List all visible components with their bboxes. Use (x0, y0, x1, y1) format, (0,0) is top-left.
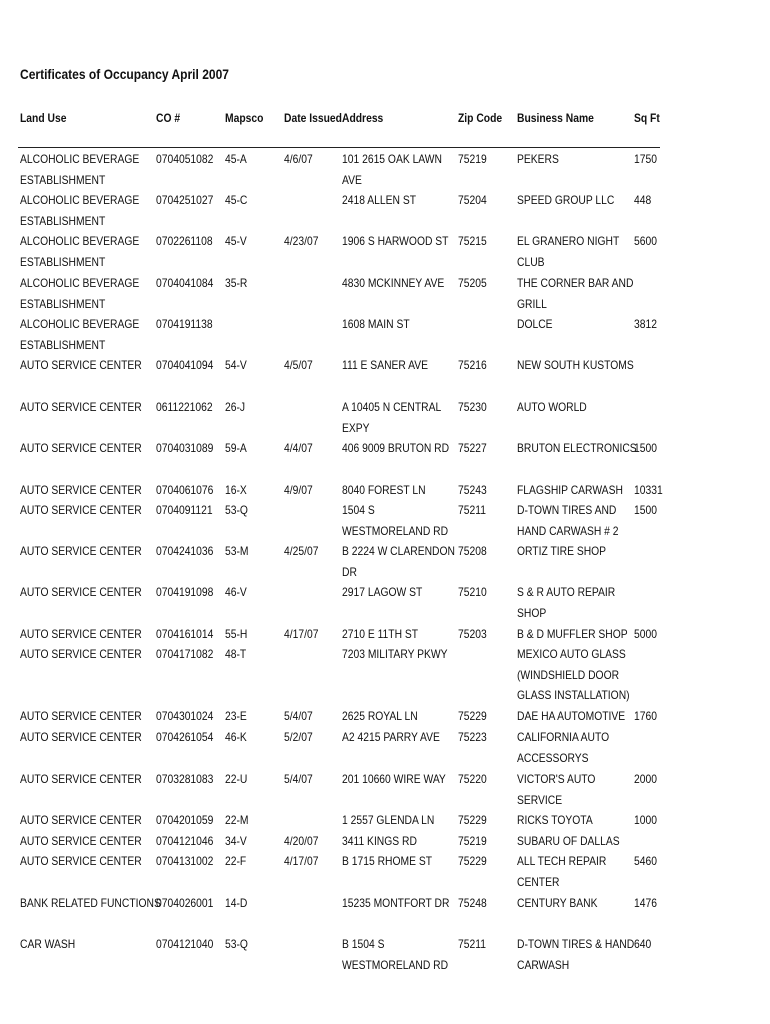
cell-co-number: 0704171082 (156, 647, 214, 661)
cell-address: 2917 LAGOW ST (342, 585, 423, 599)
cell-co-number: 0704191098 (156, 585, 214, 599)
cell-address: A 10405 N CENTRAL EXPY (342, 400, 442, 435)
cell-land-use: AUTO SERVICE CENTER (20, 772, 142, 786)
cell-zip-code: 75230 (458, 400, 487, 414)
cell-co-number: 0704121046 (156, 834, 214, 848)
cell-zip-code: 75205 (458, 276, 487, 290)
cell-business-name: SPEED GROUP LLC (517, 193, 615, 207)
cell-zip-code: 75243 (458, 483, 487, 497)
cell-sq-ft: 640 (634, 937, 652, 951)
cell-zip-code: 75219 (458, 834, 487, 848)
header-zip-code: Zip Code (458, 111, 503, 125)
cell-mapsco: 22-M (225, 813, 249, 827)
cell-co-number: 0704061076 (156, 483, 214, 497)
cell-date-issued: 4/4/07 (284, 441, 313, 455)
cell-land-use: ALCOHOLIC BEVERAGE ESTABLISHMENT (20, 276, 140, 311)
cell-sq-ft: 1500 (634, 503, 657, 517)
cell-sq-ft: 1476 (634, 896, 657, 910)
cell-land-use: AUTO SERVICE CENTER (20, 483, 142, 497)
cell-co-number: 0704131002 (156, 854, 214, 868)
cell-co-number: 0702261108 (156, 234, 213, 248)
cell-zip-code: 75211 (458, 503, 486, 517)
cell-co-number: 0704261054 (156, 730, 214, 744)
cell-business-name: NEW SOUTH KUSTOMS (517, 358, 634, 372)
cell-sq-ft: 1750 (634, 152, 657, 166)
cell-land-use: AUTO SERVICE CENTER (20, 441, 142, 455)
cell-sq-ft: 5460 (634, 854, 657, 868)
cell-land-use: AUTO SERVICE CENTER (20, 730, 142, 744)
header-date-issued: Date Issued (284, 111, 342, 125)
cell-business-name: FLAGSHIP CARWASH (517, 483, 623, 497)
cell-mapsco: 45-C (225, 193, 248, 207)
cell-sq-ft: 448 (634, 193, 652, 207)
cell-address: B 1504 S WESTMORELAND RD (342, 937, 449, 972)
cell-sq-ft: 2000 (634, 772, 657, 786)
cell-business-name: S & R AUTO REPAIR SHOP (517, 585, 616, 620)
cell-date-issued: 5/4/07 (284, 709, 313, 723)
cell-business-name: D-TOWN TIRES & HAND CARWASH (517, 937, 635, 972)
cell-land-use: AUTO SERVICE CENTER (20, 358, 142, 372)
cell-date-issued: 4/9/07 (284, 483, 313, 497)
cell-business-name: DAE HA AUTOMOTIVE (517, 709, 626, 723)
cell-address: 406 9009 BRUTON RD (342, 441, 450, 455)
cell-address: A2 4215 PARRY AVE (342, 730, 440, 744)
header-sq-ft: Sq Ft (634, 111, 660, 125)
cell-business-name: ORTIZ TIRE SHOP (517, 544, 607, 558)
cell-mapsco: 53-Q (225, 937, 248, 951)
cell-co-number: 0704191138 (156, 317, 213, 331)
cell-zip-code: 75229 (458, 813, 487, 827)
cell-business-name: RICKS TOYOTA (517, 813, 593, 827)
cell-address: 201 10660 WIRE WAY (342, 772, 446, 786)
cell-sq-ft: 1760 (634, 709, 657, 723)
cell-date-issued: 4/6/07 (284, 152, 313, 166)
cell-co-number: 0611221062 (156, 400, 213, 414)
cell-land-use: AUTO SERVICE CENTER (20, 544, 142, 558)
cell-mapsco: 55-H (225, 627, 248, 641)
cell-zip-code: 75219 (458, 152, 487, 166)
cell-mapsco: 22-F (225, 854, 247, 868)
cell-zip-code: 75248 (458, 896, 487, 910)
cell-address: 101 2615 OAK LAWN AVE (342, 152, 443, 187)
cell-zip-code: 75229 (458, 709, 487, 723)
cell-land-use: AUTO SERVICE CENTER (20, 647, 142, 661)
cell-business-name: EL GRANERO NIGHT CLUB (517, 234, 620, 269)
cell-zip-code: 75215 (458, 234, 487, 248)
cell-address: 15235 MONTFORT DR (342, 896, 450, 910)
cell-business-name: CALIFORNIA AUTO ACCESSORYS (517, 730, 610, 765)
cell-business-name: CENTURY BANK (517, 896, 598, 910)
cell-business-name: PEKERS (517, 152, 559, 166)
cell-business-name: VICTOR'S AUTO SERVICE (517, 772, 596, 807)
cell-sq-ft: 3812 (634, 317, 657, 331)
cell-zip-code: 75227 (458, 441, 487, 455)
cell-zip-code: 75223 (458, 730, 487, 744)
cell-date-issued: 4/17/07 (284, 627, 319, 641)
cell-address: 1608 MAIN ST (342, 317, 410, 331)
cell-sq-ft: 5600 (634, 234, 657, 248)
cell-land-use: AUTO SERVICE CENTER (20, 834, 142, 848)
cell-address: 7203 MILITARY PKWY (342, 647, 448, 661)
cell-date-issued: 4/17/07 (284, 854, 319, 868)
cell-business-name: B & D MUFFLER SHOP (517, 627, 628, 641)
cell-date-issued: 5/2/07 (284, 730, 313, 744)
cell-address: 1504 S WESTMORELAND RD (342, 503, 449, 538)
header-land-use: Land Use (20, 111, 67, 125)
cell-address: 2625 ROYAL LN (342, 709, 418, 723)
cell-co-number: 0704301024 (156, 709, 214, 723)
cell-address: 2710 E 11TH ST (342, 627, 419, 641)
cell-mapsco: 53-Q (225, 503, 248, 517)
cell-address: 1906 S HARWOOD ST (342, 234, 449, 248)
page-title: Certificates of Occupancy April 2007 (20, 66, 230, 82)
cell-land-use: AUTO SERVICE CENTER (20, 854, 142, 868)
cell-mapsco: 16-X (225, 483, 247, 497)
cell-land-use: CAR WASH (20, 937, 76, 951)
cell-land-use: ALCOHOLIC BEVERAGE ESTABLISHMENT (20, 317, 140, 352)
header-mapsco: Mapsco (225, 111, 264, 125)
cell-sq-ft: 1500 (634, 441, 657, 455)
cell-co-number: 0704161014 (156, 627, 214, 641)
cell-co-number: 0704201059 (156, 813, 214, 827)
cell-co-number: 0704241036 (156, 544, 214, 558)
header-address: Address (342, 111, 384, 125)
cell-mapsco: 48-T (225, 647, 247, 661)
cell-mapsco: 54-V (225, 358, 247, 372)
cell-zip-code: 75210 (458, 585, 487, 599)
cell-zip-code: 75229 (458, 854, 487, 868)
cell-business-name: D-TOWN TIRES AND HAND CARWASH # 2 (517, 503, 619, 538)
cell-business-name: DOLCE (517, 317, 553, 331)
cell-land-use: BANK RELATED FUNCTIONS (20, 896, 161, 910)
cell-sq-ft: 10331 (634, 483, 663, 497)
cell-co-number: 0704091121 (156, 503, 213, 517)
cell-zip-code: 75211 (458, 937, 486, 951)
cell-land-use: AUTO SERVICE CENTER (20, 709, 142, 723)
cell-business-name: ALL TECH REPAIR CENTER (517, 854, 607, 889)
cell-date-issued: 4/25/07 (284, 544, 319, 558)
cell-mapsco: 46-K (225, 730, 247, 744)
cell-date-issued: 4/23/07 (284, 234, 319, 248)
cell-address: B 2224 W CLARENDON DR (342, 544, 455, 579)
cell-date-issued: 4/20/07 (284, 834, 319, 848)
cell-date-issued: 5/4/07 (284, 772, 313, 786)
cell-land-use: AUTO SERVICE CENTER (20, 813, 142, 827)
cell-land-use: ALCOHOLIC BEVERAGE ESTABLISHMENT (20, 234, 140, 269)
cell-co-number: 0704041084 (156, 276, 214, 290)
cell-mapsco: 45-V (225, 234, 247, 248)
cell-zip-code: 75204 (458, 193, 487, 207)
cell-sq-ft: 5000 (634, 627, 657, 641)
cell-business-name: AUTO WORLD (517, 400, 587, 414)
cell-zip-code: 75220 (458, 772, 487, 786)
header-business-name: Business Name (517, 111, 594, 125)
cell-land-use: ALCOHOLIC BEVERAGE ESTABLISHMENT (20, 152, 140, 187)
cell-zip-code: 75203 (458, 627, 487, 641)
cell-address: 2418 ALLEN ST (342, 193, 417, 207)
cell-mapsco: 46-V (225, 585, 247, 599)
cell-co-number: 0704251027 (156, 193, 214, 207)
cell-co-number: 0704121040 (156, 937, 214, 951)
cell-land-use: AUTO SERVICE CENTER (20, 585, 142, 599)
cell-co-number: 0703281083 (156, 772, 214, 786)
cell-address: 1 2557 GLENDA LN (342, 813, 435, 827)
cell-mapsco: 22-U (225, 772, 248, 786)
cell-business-name: MEXICO AUTO GLASS (WINDSHIELD DOOR GLASS INSTALLATION) (517, 647, 630, 703)
cell-mapsco: 23-E (225, 709, 247, 723)
header-co-number: CO # (156, 111, 181, 125)
cell-zip-code: 75208 (458, 544, 487, 558)
cell-mapsco: 45-A (225, 152, 247, 166)
cell-address: 4830 MCKINNEY AVE (342, 276, 445, 290)
cell-business-name: THE CORNER BAR AND GRILL (517, 276, 634, 311)
cell-date-issued: 4/5/07 (284, 358, 313, 372)
cell-co-number: 0704041094 (156, 358, 214, 372)
cell-co-number: 0704051082 (156, 152, 214, 166)
cell-land-use: AUTO SERVICE CENTER (20, 503, 142, 517)
cell-land-use: ALCOHOLIC BEVERAGE ESTABLISHMENT (20, 193, 140, 228)
cell-address: 111 E SANER AVE (342, 358, 429, 372)
cell-co-number: 0704031089 (156, 441, 214, 455)
cell-mapsco: 26-J (225, 400, 246, 414)
cell-address: B 1715 RHOME ST (342, 854, 433, 868)
cell-address: 8040 FOREST LN (342, 483, 426, 497)
cell-mapsco: 59-A (225, 441, 247, 455)
cell-zip-code: 75216 (458, 358, 487, 372)
cell-land-use: AUTO SERVICE CENTER (20, 400, 142, 414)
cell-business-name: SUBARU OF DALLAS (517, 834, 620, 848)
cell-business-name: BRUTON ELECTRONICS (517, 441, 637, 455)
cell-mapsco: 14-D (225, 896, 248, 910)
cell-mapsco: 35-R (225, 276, 248, 290)
cell-land-use: AUTO SERVICE CENTER (20, 627, 142, 641)
header-divider (18, 147, 660, 148)
cell-address: 3411 KINGS RD (342, 834, 417, 848)
cell-co-number: 0704026001 (156, 896, 214, 910)
cell-sq-ft: 1000 (634, 813, 657, 827)
cell-mapsco: 53-M (225, 544, 249, 558)
cell-mapsco: 34-V (225, 834, 247, 848)
